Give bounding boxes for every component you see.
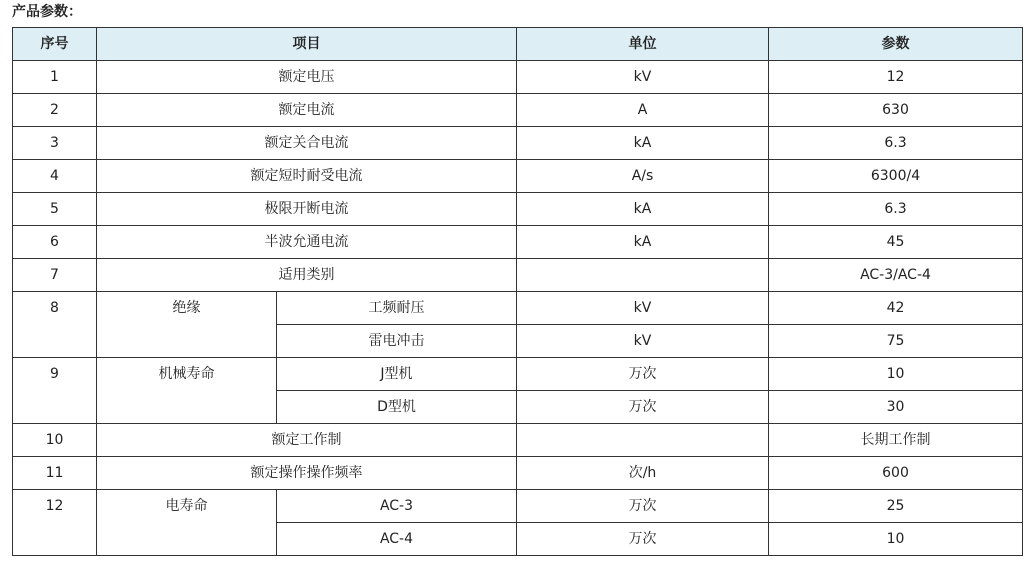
table-row (13, 61, 1023, 94)
cell-param: 10 (769, 523, 1023, 556)
cell-index: 6 (13, 226, 97, 259)
cell-index: 8 (13, 292, 97, 358)
table-row (13, 424, 1023, 457)
cell-index: 1 (13, 61, 97, 94)
table-row (13, 457, 1023, 490)
cell-param: 45 (769, 226, 1023, 259)
cell-unit: kV (517, 61, 769, 94)
cell-unit: kA (517, 226, 769, 259)
cell-param: 42 (769, 292, 1023, 325)
table-row (13, 226, 1023, 259)
cell-unit: 次/h (517, 457, 769, 490)
table-header-row (13, 28, 1023, 61)
cell-item: 半波允通电流 (97, 226, 517, 259)
product-spec-table (12, 27, 1023, 556)
cell-sub-item: D型机 (277, 391, 517, 424)
cell-sub-item: AC-3 (277, 490, 517, 523)
cell-unit: A (517, 94, 769, 127)
cell-index: 3 (13, 127, 97, 160)
cell-group: 绝缘 (97, 292, 277, 358)
cell-item: 适用类别 (97, 259, 517, 292)
cell-item: 极限开断电流 (97, 193, 517, 226)
header-param: 参数 (769, 28, 1023, 61)
cell-index: 12 (13, 490, 97, 556)
cell-index: 10 (13, 424, 97, 457)
header-item: 项目 (97, 28, 517, 61)
cell-item: 额定短时耐受电流 (97, 160, 517, 193)
cell-item: 额定电压 (97, 61, 517, 94)
table-row (13, 292, 1023, 325)
cell-param: 25 (769, 490, 1023, 523)
cell-unit: 万次 (517, 358, 769, 391)
cell-index: 11 (13, 457, 97, 490)
cell-param: 600 (769, 457, 1023, 490)
cell-group: 电寿命 (97, 490, 277, 556)
cell-unit: 万次 (517, 523, 769, 556)
cell-unit: 万次 (517, 490, 769, 523)
cell-sub-item: 工频耐压 (277, 292, 517, 325)
cell-sub-item: J型机 (277, 358, 517, 391)
cell-unit: A/s (517, 160, 769, 193)
cell-unit (517, 424, 769, 457)
cell-index: 9 (13, 358, 97, 424)
cell-unit: kA (517, 193, 769, 226)
table-row (13, 259, 1023, 292)
cell-param: 30 (769, 391, 1023, 424)
table-row (13, 160, 1023, 193)
cell-param: 75 (769, 325, 1023, 358)
table-row (13, 127, 1023, 160)
cell-item: 额定关合电流 (97, 127, 517, 160)
cell-item: 额定操作操作频率 (97, 457, 517, 490)
cell-param: AC-3/AC-4 (769, 259, 1023, 292)
cell-item: 额定工作制 (97, 424, 517, 457)
cell-item: 额定电流 (97, 94, 517, 127)
cell-param: 630 (769, 94, 1023, 127)
cell-param: 长期工作制 (769, 424, 1023, 457)
cell-unit: 万次 (517, 391, 769, 424)
table-row (13, 193, 1023, 226)
cell-sub-item: AC-4 (277, 523, 517, 556)
header-unit: 单位 (517, 28, 769, 61)
page-heading: 产品参数： (12, 4, 82, 20)
cell-sub-item: 雷电冲击 (277, 325, 517, 358)
cell-param: 10 (769, 358, 1023, 391)
cell-index: 2 (13, 94, 97, 127)
table-row (13, 94, 1023, 127)
table-row (13, 490, 1023, 523)
cell-unit: kA (517, 127, 769, 160)
cell-param: 6300/4 (769, 160, 1023, 193)
header-index: 序号 (13, 28, 97, 61)
table-row (13, 358, 1023, 391)
cell-index: 4 (13, 160, 97, 193)
cell-index: 7 (13, 259, 97, 292)
cell-unit (517, 259, 769, 292)
cell-param: 6.3 (769, 193, 1023, 226)
cell-unit: kV (517, 292, 769, 325)
cell-index: 5 (13, 193, 97, 226)
cell-unit: kV (517, 325, 769, 358)
cell-param: 6.3 (769, 127, 1023, 160)
cell-group: 机械寿命 (97, 358, 277, 424)
cell-param: 12 (769, 61, 1023, 94)
